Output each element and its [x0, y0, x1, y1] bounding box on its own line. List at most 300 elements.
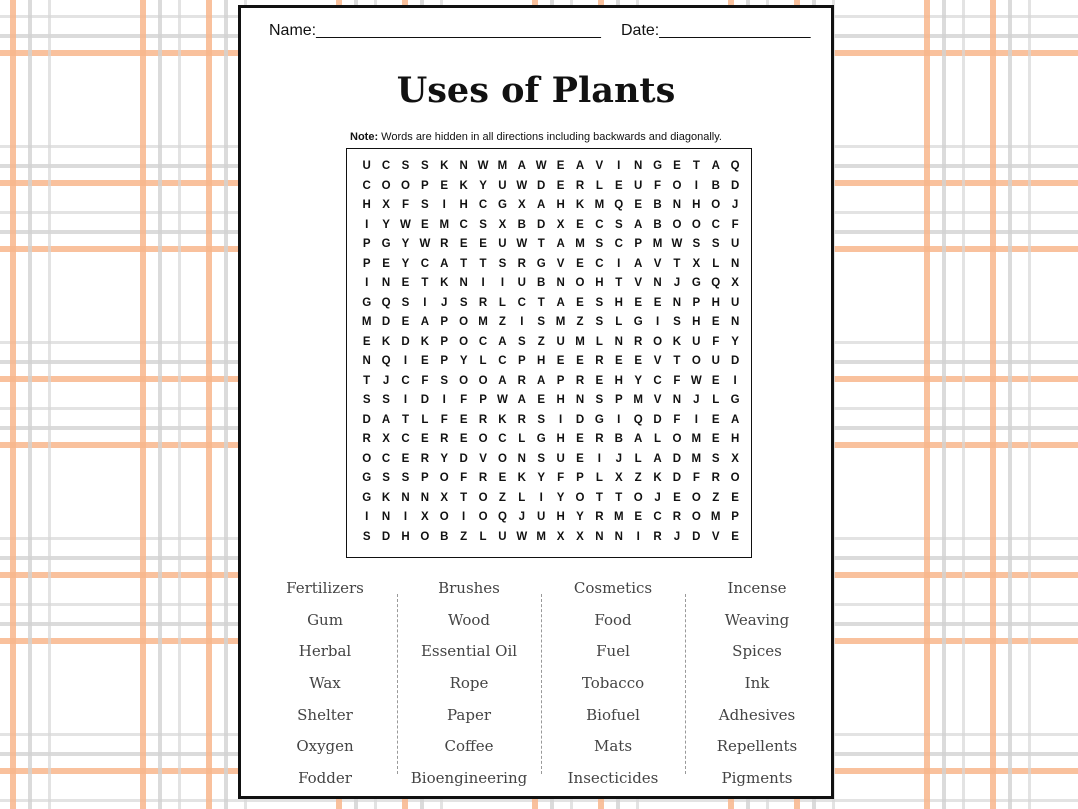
grid-letter: J — [518, 511, 526, 523]
grid-letter: F — [673, 413, 681, 426]
grid-letter: W — [671, 238, 683, 250]
grid-letter: E — [421, 218, 429, 231]
word-list — [253, 576, 819, 796]
grid-letter: X — [731, 277, 739, 289]
grid-letter: E — [479, 238, 487, 250]
grid-letter: D — [381, 530, 391, 543]
grid-letter: N — [381, 511, 391, 523]
word-item: Ink — [744, 674, 770, 693]
grid-letter: N — [614, 530, 623, 543]
word-item: Wood — [447, 610, 491, 629]
grid-letter: I — [694, 413, 698, 426]
grid-letter: D — [575, 413, 585, 426]
grid-letter: S — [421, 199, 429, 211]
grid-letter: B — [711, 179, 720, 192]
grid-letter: H — [692, 199, 701, 211]
grid-letter: T — [615, 277, 623, 289]
grid-letter: Q — [730, 160, 740, 172]
grid-letter: L — [518, 491, 526, 504]
grid-letter: E — [673, 491, 681, 504]
grid-letter: D — [459, 452, 468, 465]
grid-letter: E — [556, 179, 565, 192]
grid-letter: V — [653, 257, 662, 270]
grid-letter: X — [556, 218, 565, 231]
grid-letter: P — [517, 355, 526, 367]
grid-letter: E — [362, 335, 371, 348]
grid-letter: R — [575, 374, 585, 387]
grid-letter: V — [653, 394, 662, 406]
grid-letter: B — [440, 530, 449, 543]
grid-letter: I — [500, 277, 505, 289]
grid-letter: V — [595, 160, 604, 172]
grid-letter: V — [556, 257, 565, 270]
grid-letter: C — [517, 296, 526, 309]
grid-letter: P — [440, 335, 449, 348]
grid-letter: H — [595, 277, 604, 289]
grid-letter: B — [537, 277, 546, 289]
grid-letter: U — [556, 335, 565, 348]
grid-letter: Z — [498, 316, 506, 328]
grid-letter: N — [672, 296, 682, 309]
grid-letter: M — [478, 316, 488, 328]
grid-letter: J — [654, 491, 661, 504]
word-item: Repellents — [716, 737, 798, 756]
grid-letter: O — [459, 335, 469, 348]
grid-letter: I — [539, 491, 543, 504]
grid-letter: C — [614, 238, 623, 250]
grid-letter: C — [459, 218, 468, 231]
grid-letter: O — [478, 374, 488, 387]
grid-letter: D — [401, 335, 410, 348]
grid-letter: F — [692, 472, 700, 484]
grid-letter: E — [731, 530, 739, 543]
grid-letter: G — [381, 238, 391, 250]
grid-letter: C — [401, 374, 410, 387]
grid-letter: S — [537, 413, 546, 426]
grid-letter: E — [576, 452, 584, 465]
word-item: Essential Oil — [420, 642, 518, 661]
grid-letter: F — [731, 218, 739, 231]
grid-letter: A — [634, 218, 643, 231]
grid-letter: H — [614, 296, 623, 309]
grid-letter: K — [381, 491, 391, 504]
grid-letter: K — [459, 179, 468, 192]
grid-letter: H — [362, 199, 371, 211]
grid-letter: D — [362, 413, 371, 426]
grid-letter: C — [653, 511, 662, 523]
word-item: Wax — [309, 674, 341, 693]
grid-letter: S — [711, 238, 720, 250]
grid-letter: U — [498, 238, 507, 250]
word-item: Fodder — [298, 769, 352, 788]
grid-letter: V — [634, 277, 642, 289]
grid-letter: C — [362, 179, 371, 192]
grid-letter: Y — [731, 335, 739, 348]
grid-letter: C — [401, 433, 410, 445]
grid-letter: F — [460, 394, 468, 406]
grid-letter: J — [693, 394, 700, 406]
grid-letter: Y — [401, 257, 410, 270]
grid-letter: H — [730, 433, 740, 445]
grid-letter: E — [711, 374, 720, 387]
grid-letter: S — [673, 316, 681, 328]
grid-letter: N — [401, 491, 410, 504]
grid-letter: E — [556, 355, 565, 367]
grid-letter: K — [653, 472, 662, 484]
grid-letter: J — [731, 199, 739, 211]
grid-letter: J — [673, 530, 681, 543]
word-item: Insecticides — [567, 769, 659, 788]
grid-letter: S — [498, 257, 507, 270]
word-item: Fertilizers — [286, 579, 364, 597]
grid-letter: A — [634, 433, 643, 445]
grid-letter: A — [634, 257, 643, 270]
grid-letter: D — [730, 179, 740, 192]
grid-letter: G — [497, 199, 507, 211]
grid-letter: A — [556, 296, 565, 309]
grid-letter: X — [556, 530, 565, 543]
grid-letter: E — [576, 433, 584, 445]
grid-letter: D — [537, 218, 546, 231]
grid-letter: S — [537, 316, 546, 328]
grid-letter: I — [462, 511, 466, 523]
grid-letter: D — [672, 452, 682, 465]
grid-letter: P — [440, 316, 449, 328]
word-column — [253, 576, 397, 798]
grid-letter: Y — [479, 179, 487, 192]
grid-letter: U — [537, 511, 546, 523]
grid-letter: E — [556, 160, 565, 172]
grid-letter: O — [575, 277, 585, 289]
grid-letter: I — [403, 355, 408, 367]
grid-letter: J — [673, 277, 681, 289]
grid-letter: C — [498, 433, 507, 445]
word-column — [685, 576, 829, 798]
grid-letter: K — [672, 335, 682, 348]
grid-letter: I — [365, 277, 369, 289]
grid-letter: E — [634, 511, 642, 523]
grid-letter: S — [459, 296, 468, 309]
grid-letter: N — [556, 277, 565, 289]
grid-letter: O — [478, 491, 488, 504]
grid-letter: J — [615, 452, 622, 465]
grid-letter: Y — [440, 452, 449, 465]
grid-letter: H — [556, 511, 565, 523]
grid-letter: N — [575, 394, 585, 406]
grid-letter: R — [420, 452, 430, 465]
grid-letter: A — [730, 413, 740, 426]
grid-letter: I — [655, 316, 660, 328]
grid-letter: N — [459, 277, 468, 289]
grid-letter: R — [478, 296, 488, 309]
grid-letter: E — [459, 413, 468, 426]
grid-letter: T — [363, 374, 371, 387]
grid-letter: M — [691, 433, 702, 445]
grid-letter: K — [440, 277, 449, 289]
grid-letter: N — [381, 277, 391, 289]
grid-letter: U — [362, 160, 371, 172]
grid-letter: E — [576, 355, 584, 367]
grid-letter: S — [517, 335, 526, 348]
grid-letter: Z — [460, 530, 468, 543]
grid-letter: E — [711, 316, 720, 328]
grid-letter: S — [711, 452, 720, 465]
grid-letter: A — [517, 160, 526, 172]
word-column — [541, 576, 685, 798]
grid-letter: R — [634, 335, 643, 348]
grid-letter: T — [401, 413, 409, 426]
word-item: Brushes — [438, 579, 500, 597]
grid-letter: I — [442, 199, 446, 211]
grid-letter: O — [711, 199, 721, 211]
grid-letter: G — [362, 472, 372, 484]
grid-letter: I — [520, 316, 524, 328]
grid-letter: R — [517, 374, 526, 387]
grid-letter: X — [692, 257, 701, 270]
grid-letter: O — [691, 491, 701, 504]
grid-letter: P — [576, 472, 584, 484]
grid-letter: X — [614, 472, 623, 484]
grid-letter: R — [478, 472, 488, 484]
grid-letter: S — [537, 452, 546, 465]
grid-letter: X — [517, 199, 526, 211]
word-item: Gum — [307, 610, 343, 629]
grid-letter: Q — [497, 511, 507, 523]
grid-letter: G — [653, 160, 663, 172]
grid-letter: G — [362, 296, 372, 309]
word-item: Shelter — [297, 705, 353, 724]
word-item: Incense — [727, 579, 787, 597]
grid-letter: F — [421, 374, 429, 387]
grid-letter: M — [439, 218, 450, 231]
grid-letter: F — [440, 413, 448, 426]
word-item: Pigments — [721, 769, 793, 788]
grid-letter: O — [362, 452, 372, 465]
word-item: Food — [594, 610, 632, 629]
grid-letter: O — [672, 218, 682, 231]
grid-letter: W — [419, 238, 431, 250]
grid-letter: X — [498, 218, 507, 231]
grid-letter: N — [517, 452, 526, 465]
instructions-note — [241, 131, 831, 143]
grid-letter: I — [636, 530, 640, 543]
grid-letter: V — [479, 452, 487, 465]
grid-letter: K — [440, 160, 449, 172]
grid-letter: P — [614, 394, 623, 406]
grid-letter: X — [440, 491, 449, 504]
grid-letter: E — [634, 355, 642, 367]
grid-letter: M — [497, 160, 508, 172]
grid-letter: O — [478, 511, 488, 523]
grid-letter: T — [595, 491, 603, 504]
word-item: Biofuel — [586, 705, 640, 724]
grid-letter: F — [401, 199, 409, 211]
grid-letter: D — [537, 179, 546, 192]
grid-letter: H — [614, 374, 623, 387]
grid-letter: B — [653, 199, 662, 211]
grid-letter: A — [537, 199, 546, 211]
grid-letter: L — [634, 452, 642, 465]
grid-letter: N — [614, 335, 623, 348]
grid-letter: O — [497, 452, 507, 465]
grid-letter: E — [440, 179, 449, 192]
grid-letter: I — [694, 179, 698, 192]
grid-letter: G — [730, 394, 740, 406]
grid-letter: N — [653, 277, 662, 289]
grid-letter: I — [481, 277, 485, 289]
grid-letter: P — [362, 238, 371, 250]
grid-letter: P — [421, 472, 429, 484]
grid-letter: F — [654, 179, 662, 192]
grid-letter: V — [711, 530, 720, 543]
grid-letter: B — [517, 218, 526, 231]
grid-letter: Z — [634, 472, 642, 484]
grid-letter: R — [440, 238, 449, 250]
grid-letter: C — [478, 199, 488, 211]
grid-letter: R — [517, 257, 526, 270]
grid-letter: K — [575, 199, 585, 211]
grid-letter: X — [731, 452, 739, 465]
grid-letter: T — [460, 257, 468, 270]
grid-letter: B — [653, 218, 662, 231]
grid-letter: T — [460, 491, 468, 504]
grid-letter: L — [498, 296, 506, 309]
grid-letter: S — [479, 218, 487, 231]
grid-letter: M — [633, 394, 643, 406]
grid-letter: P — [362, 257, 371, 270]
grid-letter: I — [403, 394, 408, 406]
grid-letter: H — [459, 199, 468, 211]
grid-letter: Q — [614, 199, 624, 211]
grid-letter: H — [401, 530, 410, 543]
grid-letter: S — [421, 160, 429, 172]
grid-letter: R — [575, 179, 585, 192]
grid-letter: M — [575, 335, 585, 348]
grid-letter: O — [575, 491, 585, 504]
grid-letter: A — [711, 160, 720, 172]
grid-letter: P — [440, 355, 449, 367]
grid-letter: P — [634, 238, 642, 250]
grid-letter: W — [516, 179, 528, 192]
grid-letter: U — [730, 296, 740, 309]
grid-letter: I — [403, 511, 408, 523]
grid-letter: G — [362, 491, 372, 504]
grid-letter: D — [420, 394, 430, 406]
grid-letter: G — [633, 316, 643, 328]
grid-letter: Y — [556, 491, 565, 504]
grid-letter: M — [613, 511, 624, 523]
header-row — [269, 22, 809, 46]
grid-letter: P — [731, 511, 739, 523]
grid-letter: Y — [576, 511, 584, 523]
grid-letter: E — [401, 452, 410, 465]
grid-letter: F — [673, 374, 681, 387]
grid-letter: X — [382, 433, 390, 445]
grid-letter: W — [535, 160, 547, 172]
grid-letter: Q — [381, 296, 391, 309]
grid-letter: C — [381, 160, 391, 172]
grid-letter: I — [559, 413, 563, 426]
grid-letter: M — [575, 238, 585, 250]
grid-letter: E — [421, 433, 429, 445]
grid-letter: E — [576, 218, 584, 231]
word-item: Fuel — [596, 642, 630, 661]
name-field: Name:________________________________ — [269, 22, 601, 39]
word-item: Oxygen — [296, 737, 354, 756]
grid-letter: U — [634, 179, 643, 192]
grid-letter: N — [730, 316, 740, 328]
grid-letter: N — [595, 530, 604, 543]
grid-letter: X — [382, 199, 390, 211]
grid-letter: S — [595, 238, 604, 250]
page-title: Uses of Plants — [396, 70, 676, 111]
grid-letter: E — [711, 433, 720, 445]
grid-letter: U — [692, 335, 701, 348]
grid-letter: X — [576, 530, 584, 543]
grid-letter: I — [617, 413, 621, 426]
grid-letter: O — [459, 374, 469, 387]
grid-letter: L — [479, 355, 487, 367]
grid-letter: S — [382, 472, 390, 484]
grid-letter: M — [361, 316, 372, 328]
grid-letter: S — [362, 394, 371, 406]
grid-letter: O — [478, 433, 488, 445]
grid-letter: U — [730, 238, 740, 250]
grid-letter: I — [365, 511, 369, 523]
word-item: Bioengineering — [410, 769, 528, 788]
grid-letter: D — [730, 355, 740, 367]
grid-letter: Q — [381, 355, 391, 367]
grid-letter: C — [498, 355, 507, 367]
grid-letter: E — [576, 257, 584, 270]
date-field: Date:_________________ — [621, 22, 811, 39]
word-item: Paper — [446, 705, 491, 724]
grid-letter: I — [365, 218, 369, 231]
grid-letter: W — [477, 160, 489, 172]
grid-letter: O — [439, 511, 449, 523]
grid-letter: E — [537, 394, 546, 406]
grid-letter: F — [557, 472, 565, 484]
grid-letter: E — [401, 277, 410, 289]
grid-letter: R — [478, 413, 488, 426]
grid-letter: P — [556, 374, 565, 387]
grid-letter: Z — [712, 491, 720, 504]
grid-letter: G — [594, 413, 604, 426]
grid-letter: L — [595, 335, 603, 348]
grid-letter: E — [634, 296, 642, 309]
grid-letter: A — [440, 257, 449, 270]
grid-letter: J — [382, 374, 390, 387]
grid-letter: A — [556, 238, 565, 250]
grid-letter: C — [478, 335, 488, 348]
grid-letter: C — [595, 257, 604, 270]
word-item: Coffee — [444, 737, 494, 756]
grid-letter: D — [672, 472, 682, 484]
grid-letter: Y — [537, 472, 546, 484]
grid-letter: T — [615, 491, 623, 504]
grid-letter: O — [730, 472, 740, 484]
grid-letter: E — [614, 355, 623, 367]
grid-letter: F — [460, 472, 468, 484]
word-item: Spices — [732, 642, 782, 661]
grid-letter: C — [711, 218, 720, 231]
grid-letter: S — [382, 394, 390, 406]
grid-letter: G — [536, 433, 546, 445]
grid-letter: O — [401, 179, 410, 192]
word-item: Cosmetics — [573, 579, 653, 597]
grid-letter: A — [420, 316, 430, 328]
grid-letter: T — [692, 160, 700, 172]
